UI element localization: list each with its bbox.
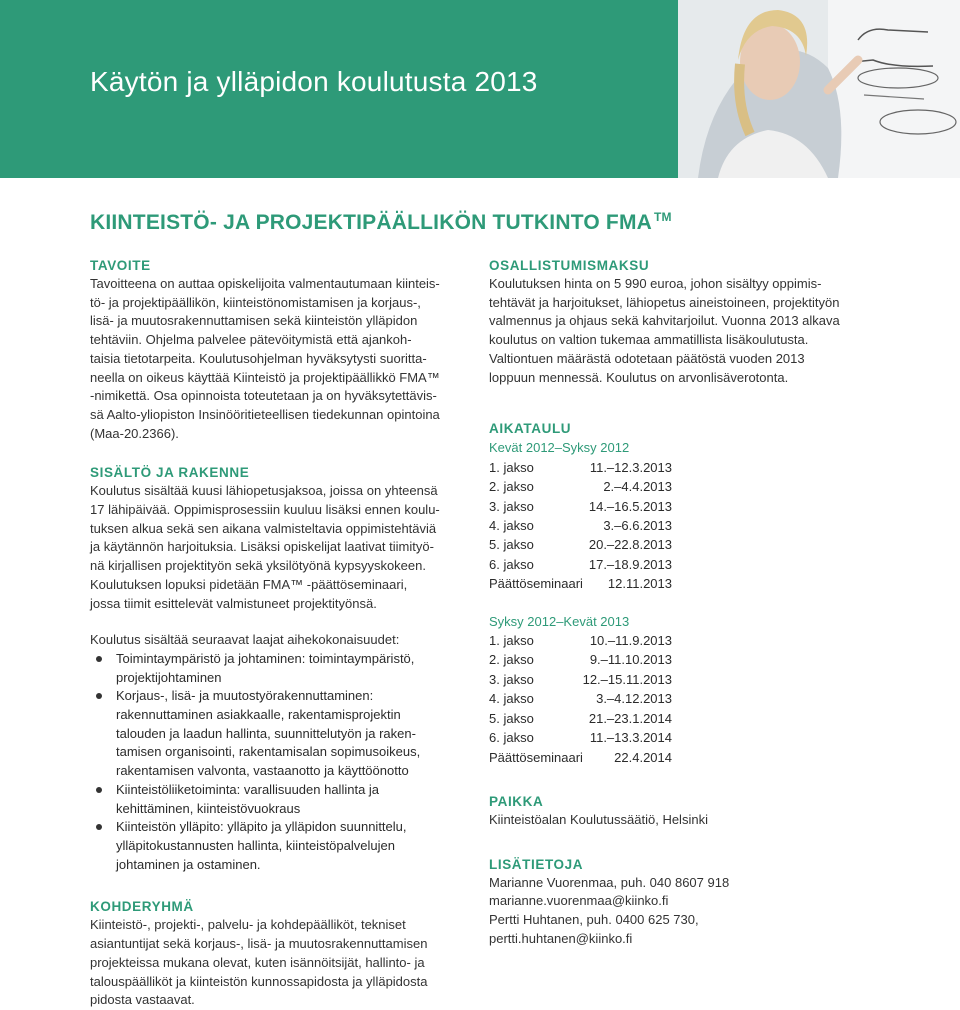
text-line: Marianne Vuorenmaa, puh. 040 8607 918 <box>489 874 730 890</box>
text-line: 17 lähipäivää. Oppimisprosessiin kuuluu lisäksi ennen koulu- <box>90 502 440 518</box>
text-line: Kiinteistö-, projekti-, palvelu- ja kohdepäälliköt, tekniset <box>90 917 406 933</box>
text-line: projekteissa mukana olevat, kuten isännöitsijät, hallinto- ja <box>90 954 425 970</box>
text-line: rakentamisen valvonta, vastaanotto ja käyttöönotto <box>116 763 409 779</box>
section-title-tavoite: TAVOITE <box>90 258 151 273</box>
bullet-icon <box>96 824 102 830</box>
schedule-row: Päättöseminaari 12.11.2013 <box>489 576 672 592</box>
bullet-icon <box>96 656 102 662</box>
text-line: talouspäälliköt ja kiinteistön kunnossapidosta ja ylläpidosta <box>90 973 428 989</box>
section-title-lisatietoja: LISÄTIETOJA <box>489 856 584 872</box>
schedule-subtitle: Syksy 2012–Kevät 2013 <box>489 613 630 629</box>
page-title: Käytön ja ylläpidon koulutusta 2013 <box>90 66 538 97</box>
section-title-sisalto: SISÄLTÖ JA RAKENNE <box>90 465 250 481</box>
maksu-text <box>489 275 894 387</box>
text-line: loppuun mennessä. Koulutus on arvonlisäverotonta. <box>489 369 789 385</box>
text-line: Korjaus-, lisä- ja muutostyörakennuttaminen: <box>116 688 374 704</box>
text-line: Tavoitteena on auttaa opiskelijoita valmentautumaan kiinteis- <box>90 276 440 291</box>
text-line: nä kirjallisen projektityön sekä yksilötyönä kypsyyskokeen. <box>90 558 426 574</box>
section-title-paikka: PAIKKA <box>489 793 544 809</box>
list-item <box>90 818 472 874</box>
schedule-row: 2. jakso 2.–4.4.2013 <box>489 479 672 495</box>
paikka-text: Kiinteistöalan Koulutussäätiö, Helsinki <box>489 811 708 827</box>
text-line: tö- ja projektipäällikön, kiinteistönomistamisen ja korjaus-, <box>90 294 421 310</box>
schedule-row: Päättöseminaari 22.4.2014 <box>489 749 672 765</box>
text-line: projektijohtaminen <box>116 669 222 685</box>
header-banner <box>0 0 960 178</box>
schedule-row: 4. jakso 3.–4.12.2013 <box>489 691 672 707</box>
text-line: asiantuntijat sekä korjaus-, lisä- ja muutosrakennuttamisen <box>90 936 428 952</box>
sisalto-text <box>90 482 472 613</box>
schedule-row: 4. jakso 3.–6.6.2013 <box>489 517 672 533</box>
section-title-aikataulu: AIKATAULU <box>489 421 572 437</box>
list-item <box>90 650 472 687</box>
bullet-icon <box>96 693 102 699</box>
text-line: neella on oikeus käyttää Kiinteistö ja projektipäällikkö FMA™ <box>90 369 440 385</box>
text-line: tamisen organisointi, rakentamisalan sopimusoikeus, <box>116 744 421 760</box>
schedule-row: 5. jakso 21.–23.1.2014 <box>489 710 672 726</box>
text-line: Koulutuksen lopuksi pidetään FMA™ -päättöseminaari, <box>90 576 408 592</box>
program-heading <box>90 210 672 235</box>
text-line: tehtävät ja harjoitukset, lähiopetus aineistoineen, projektityön <box>489 294 840 310</box>
schedule-row: 3. jakso 14.–16.5.2013 <box>489 498 672 514</box>
text-line: taisia tietotarpeita. Koulutusohjelman hyväksytysti suoritta- <box>90 350 427 366</box>
trademark-mark: TM <box>654 210 672 224</box>
topics-intro: Koulutus sisältää seuraavat laajat aihekokonaisuudet: <box>90 632 400 648</box>
contact-info <box>489 874 894 949</box>
text-line: Kiinteistöliiketoiminta: varallisuuden hallinta ja <box>116 781 380 797</box>
schedule-row: 1. jakso 11.–12.3.2013 <box>489 459 672 475</box>
text-line: tuksen alkua sekä sen aikana valmisteltavia oppimistehtäviä <box>90 520 437 536</box>
text-line: Pertti Huhtanen, puh. 0400 625 730, <box>489 912 699 928</box>
text-line: koulutus on valtion tukemaa ammatillista lisäkoulutusta. <box>489 332 809 348</box>
text-line: Kiinteistön ylläpito: ylläpito ja ylläpidon suunnittelu, <box>116 819 407 835</box>
text-line: kehittäminen, kiinteistövuokraus <box>116 800 301 816</box>
left-column <box>90 257 472 1010</box>
right-column <box>489 257 894 948</box>
text-line: sä Aalto-yliopiston Insinööritieteellisen tiedekunnan opintoina <box>90 406 440 422</box>
text-line: talouden ja laadun hallinta, suunnittelutyön ja raken- <box>116 725 416 741</box>
bullet-icon <box>96 787 102 793</box>
schedule-row: 3. jakso 12.–15.11.2013 <box>489 671 672 687</box>
section-title-kohderyhma: KOHDERYHMÄ <box>90 899 194 915</box>
text-line: tehtäviin. Ohjelma palvelee pätevöitymistä että ajankoh- <box>90 332 412 348</box>
text-line: Toimintaympäristö ja johtaminen: toimintaympäristö, <box>116 650 415 666</box>
list-item <box>90 781 472 818</box>
schedule-row: 6. jakso 17.–18.9.2013 <box>489 556 672 572</box>
text-line: lisä- ja muutosrakennuttamisen sekä kiinteistön ylläpidon <box>90 313 418 329</box>
text-line: ja käytännön harjoituksia. Lisäksi opiskelijat laativat tiimityö- <box>90 539 434 555</box>
topics-list <box>90 650 472 874</box>
schedule-table <box>489 631 894 767</box>
text-line: jossa tiimit esittelevät valmistuneet projektityönsä. <box>90 595 377 611</box>
section-title-maksu: OSALLISTUMISMAKSU <box>489 258 650 273</box>
schedule-row: 6. jakso 11.–13.3.2014 <box>489 730 672 746</box>
text-line: pidosta vastaavat. <box>90 992 195 1008</box>
header-photo <box>678 0 960 178</box>
text-line: rakennuttaminen asiakkaalle, rakentamisprojektin <box>116 707 401 723</box>
text-line: (Maa-20.2366). <box>90 425 179 441</box>
kohderyhma-text <box>90 916 472 1010</box>
schedule-subtitle: Kevät 2012–Syksy 2012 <box>489 440 630 456</box>
text-line: Valtiontuen määrästä odotetaan päätöstä vuoden 2013 <box>489 350 805 366</box>
text-line: Koulutuksen hinta on 5 990 euroa, johon sisältyy oppimis- <box>489 276 822 291</box>
schedule-row: 1. jakso 10.–11.9.2013 <box>489 633 672 649</box>
text-line: Koulutus sisältää kuusi lähiopetusjaksoa, joissa on yhteensä <box>90 483 438 499</box>
contact-email[interactable]: pertti.huhtanen@kiinko.fi <box>489 930 633 946</box>
contact-email[interactable]: marianne.vuorenmaa@kiinko.fi <box>489 893 669 909</box>
tavoite-text <box>90 275 472 443</box>
text-line: -nimikettä. Osa opinnoista toteutetaan ja on hyväksytettävis- <box>90 388 437 404</box>
text-line: valmennus ja ohjaus sekä kahvitarjoilut. Vuonna 2013 alkava <box>489 313 840 329</box>
schedule-row: 5. jakso 20.–22.8.2013 <box>489 537 672 553</box>
list-item <box>90 687 472 781</box>
program-heading-text: KIINTEISTÖ- JA PROJEKTIPÄÄLLIKÖN TUTKINTO FMA <box>90 211 653 234</box>
schedule-row: 2. jakso 9.–11.10.2013 <box>489 652 672 668</box>
schedule-table <box>489 458 894 594</box>
text-line: johtaminen ja ostaminen. <box>116 856 261 872</box>
text-line: ylläpitokustannusten hallinta, kiinteistöpalvelujen <box>116 837 395 853</box>
